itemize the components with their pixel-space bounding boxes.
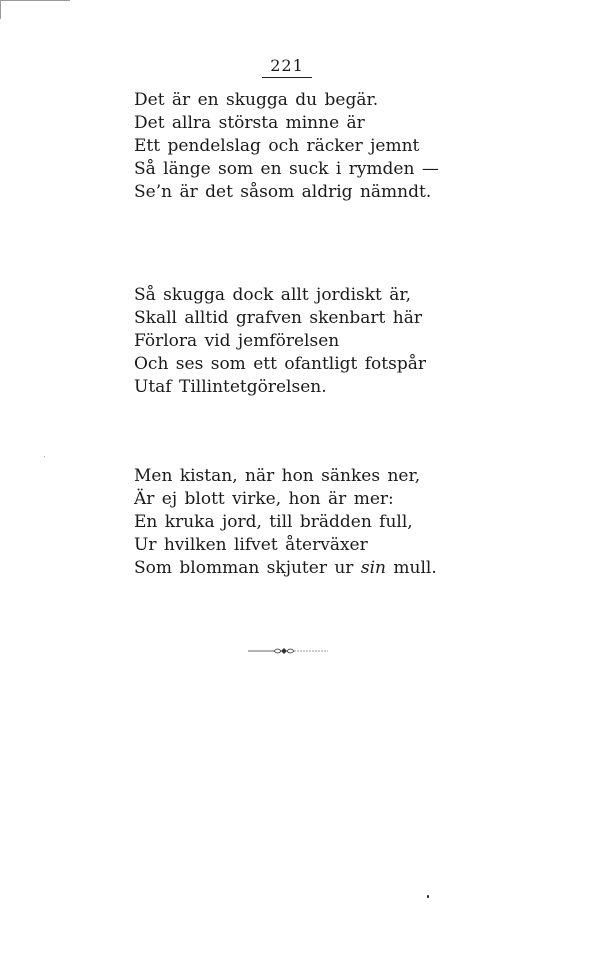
- fleuron-divider-icon: [248, 642, 328, 654]
- final-line-start: Som blomman skjuter ur: [134, 558, 361, 578]
- fleuron-leaf-right: [287, 649, 294, 653]
- stanza-2: [134, 284, 574, 399]
- fleuron-leaf-left: [274, 649, 281, 653]
- page-number: 221: [262, 56, 312, 78]
- poem-line: Så skugga dock allt jordiskt är,: [134, 285, 412, 305]
- page-corner-crop-mark: [0, 0, 70, 19]
- stanza-1: [134, 89, 574, 204]
- final-line-end: mull.: [385, 558, 437, 578]
- poem-line: Och ses som ett ofantligt fotspår: [134, 354, 426, 374]
- poem-line: Det allra största minne är: [134, 113, 365, 133]
- poem-line: Så länge som en suck i rymden —: [134, 159, 439, 179]
- stanza-3: [134, 465, 574, 580]
- poem-line: Förlora vid jemförelsen: [134, 331, 340, 351]
- poem-line: Det är en skugga du begär.: [134, 90, 379, 110]
- ink-speck: [44, 456, 45, 457]
- fleuron-diamond: [281, 648, 287, 654]
- poem-line: Ett pendelslag och räcker jemnt: [134, 136, 420, 156]
- poem-line: Se’n är det såsom aldrig nämndt.: [134, 182, 432, 202]
- fleuron-svg: [248, 645, 328, 657]
- poem-line: Men kistan, när hon sänkes ner,: [134, 466, 421, 486]
- ink-speck: [427, 895, 429, 898]
- poem-line: Skall alltid grafven skenbart här: [134, 308, 423, 328]
- italic-word: sin: [360, 558, 386, 578]
- poem-line: Utaf Tillintetgörelsen.: [134, 377, 327, 397]
- poem-line: Ur hvilken lifvet återväxer: [134, 535, 368, 555]
- poem-line: Är ej blott virke, hon är mer:: [134, 489, 394, 509]
- poem-line: En kruka jord, till brädden full,: [134, 512, 413, 532]
- poem-line-final: [134, 557, 574, 580]
